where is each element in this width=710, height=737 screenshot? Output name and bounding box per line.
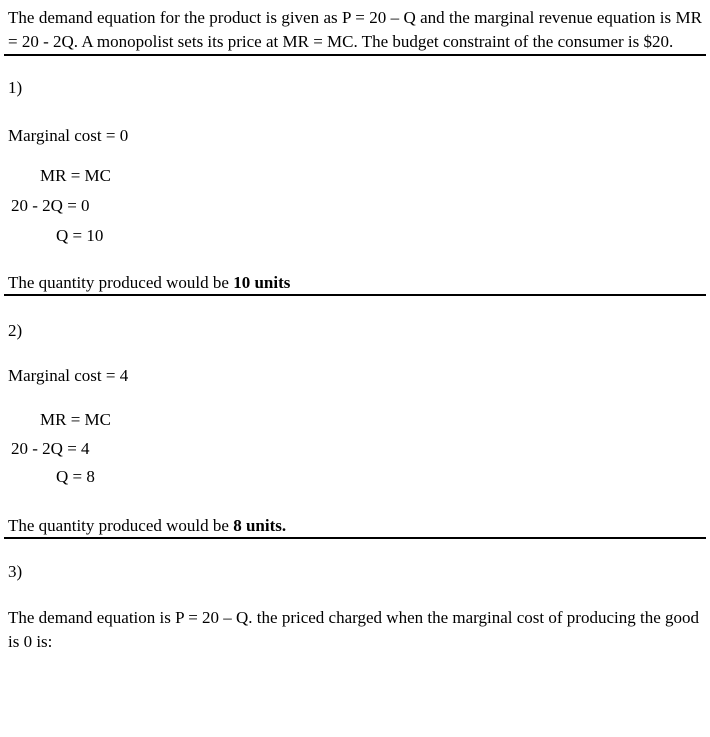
section-2-conclusion bbox=[8, 515, 702, 537]
section-1-conclusion bbox=[8, 272, 702, 294]
section-2-number: 2) bbox=[8, 321, 23, 340]
section-3-number: 3) bbox=[8, 562, 23, 581]
section-2-equation-q: Q = 8 bbox=[56, 467, 95, 486]
section-2-conclusion-text: The quantity produced would be bbox=[8, 516, 234, 535]
section-2-equation-mr-mc: MR = MC bbox=[40, 410, 111, 429]
section-2-given: Marginal cost = 4 bbox=[8, 366, 129, 385]
section-1-conclusion-answer: 10 units bbox=[233, 273, 291, 292]
section-1-given: Marginal cost = 0 bbox=[8, 126, 129, 145]
section-divider-2 bbox=[4, 294, 706, 296]
section-2-conclusion-answer: 8 units. bbox=[233, 516, 287, 535]
section-2-equation-20-2q: 20 - 2Q = 4 bbox=[11, 439, 90, 458]
intro-paragraph: The demand equation for the product is given as P = 20 – Q and the marginal revenue equation is MR = 20 - 2Q. A monopolist sets its price at MR = MC. The budget constraint of the consumer is $20. bbox=[8, 8, 702, 51]
section-1-equation-q: Q = 10 bbox=[56, 226, 104, 245]
section-3-paragraph: The demand equation is P = 20 – Q. the priced charged when the marginal cost of producing the good is 0 is: bbox=[8, 608, 699, 651]
section-1-conclusion-text: The quantity produced would be bbox=[8, 273, 234, 292]
section-1-number: 1) bbox=[8, 78, 23, 97]
section-divider-3 bbox=[4, 537, 706, 539]
section-divider-1 bbox=[4, 54, 706, 56]
section-1-equation-mr-mc: MR = MC bbox=[40, 166, 111, 185]
section-1-equation-20-2q: 20 - 2Q = 0 bbox=[11, 196, 90, 215]
document bbox=[8, 6, 702, 654]
